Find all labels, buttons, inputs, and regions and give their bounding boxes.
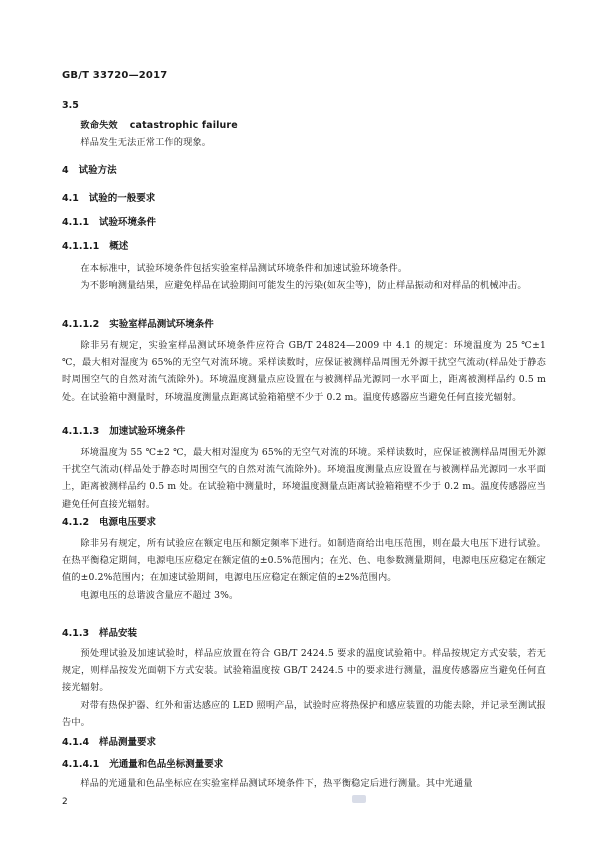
heading-title: 电源电压要求 — [99, 517, 157, 528]
section-4-1-1-3-body — [62, 444, 546, 513]
heading-title: 概述 — [109, 241, 129, 252]
heading-title: 样品测量要求 — [99, 737, 157, 748]
heading-number: 4.1.2 — [62, 517, 90, 528]
term-english: catastrophic failure — [129, 120, 238, 131]
heading-title: 实验室样品测试环境条件 — [109, 319, 214, 330]
section-4-1-1-2-body — [62, 337, 546, 406]
heading-4-1-3 — [62, 625, 546, 639]
heading-number: 4.1.1.3 — [62, 426, 100, 437]
paragraph: 预处理试验及加速试验时，样品应放置在符合 GB/T 2424.5 要求的温度试验箱中。样品按规定方式安装，若无规定，则样品按发光面朝下方式安装。试验箱温度按 GB/T 2424.5 中的要求进行测量，温度传感器应当避免任何直接光辐射。 — [62, 648, 546, 694]
term-definition: 样品发生无法正常工作的现象。 — [80, 137, 212, 148]
heading-title: 样品安装 — [99, 628, 138, 639]
heading-4-1-1-3 — [62, 423, 546, 437]
heading-title: 试验方法 — [78, 165, 117, 176]
paragraph: 除非另有规定，所有试验应在额定电压和额定频率下进行。如制造商给出电压范围，则在最大电压下进行试验。在热平衡稳定期间，电源电压应稳定在额定值的±0.5%范围内；在光、色、电参数测量期间，电源电压应稳定在额定值的±0.2%范围内；在加速试验期间，电源电压应稳定在额定值的±2%范围内。 — [62, 538, 546, 584]
section-3-5 — [62, 100, 546, 111]
heading-4-1-1-2 — [62, 316, 546, 330]
paragraph: 环境温度为 55 ℃±2 ℃，最大相对湿度为 65%的无空气对流的环境。采样读数时，应保证被测样品周围无外源干扰空气流动(样品处于静态时周围空气的自然对流气流除外)。环境温度测量点应设置在与被测样品光源同一水平面上，距离被测样品约 0.5 m 处。在试验箱中测量时，环境温度测量点距离试验箱箱壁不少于 0.2 m。温度传感器应当避免任何直接光辐射。 — [62, 447, 546, 510]
paragraph: 在本标准中，试验环境条件包括实验室样品测试环境条件和加速试验环境条件。 — [80, 263, 408, 274]
watermark-mark — [352, 795, 366, 803]
section-4-1-2-body — [62, 535, 546, 604]
heading-4 — [62, 162, 546, 176]
page-number: 2 — [62, 797, 68, 807]
term-chinese: 致命失效 — [80, 120, 118, 131]
heading-4-1-1 — [62, 214, 546, 228]
heading-4-1-2 — [62, 514, 546, 528]
section-4-1-3-body — [62, 645, 546, 731]
paragraph: 对带有热保护器、红外和雷达感应的 LED 照明产品，试验时应将热保护和感应装置的功能去除，并记录至测试报告中。 — [62, 699, 547, 728]
section-4-1-4-1-body — [62, 775, 546, 792]
heading-number: 4.1.1.2 — [62, 319, 100, 330]
heading-4-1-4 — [62, 734, 546, 748]
heading-title: 试验的一般要求 — [88, 193, 156, 204]
heading-4-1-4-1 — [62, 756, 546, 770]
heading-number: 4.1.4.1 — [62, 759, 100, 770]
paragraph: 电源电压的总谐波含量应不超过 3%。 — [80, 589, 239, 601]
heading-title: 试验环境条件 — [99, 217, 157, 228]
heading-4-1 — [62, 190, 546, 204]
heading-number: 4.1.1 — [62, 217, 90, 228]
paragraph: 样品的光通量和色品坐标应在实验室样品测试环境条件下，热平衡稳定后进行测量。其中光通量 — [80, 778, 473, 789]
section-4-1-1-1-body — [62, 260, 546, 294]
paragraph: 为不影响测量结果，应避免样品在试验期间可能发生的污染(如灰尘等)，防止样品振动和对样品的机械冲击。 — [80, 280, 527, 292]
heading-4-1-1-1 — [62, 238, 546, 252]
heading-number: 4.1 — [62, 193, 79, 204]
standard-id-header: GB/T 33720—2017 — [62, 70, 168, 81]
heading-title: 加速试验环境条件 — [109, 426, 186, 437]
paragraph: 除非另有规定，实验室样品测试环境条件应符合 GB/T 24824—2009 中 4.1 的规定：环境温度为 25 ℃±1 ℃，最大相对湿度为 65%的无空气对流环境。采样读数时，应保证被测样品周围无外源干扰空气流动(样品处于静态时周围空气的自然对流气流除外)。环境温度测量点应设置在与被测样品光源同一水平面上，距离被测样品约 0.5 m 处。在试验箱中测量时，环境温度测量点距离试验箱箱壁不少于 0.2 m。温度传感器应当避免任何直接光辐射。 — [62, 340, 546, 403]
term-definition-block — [62, 134, 546, 151]
heading-title: 光通量和色品坐标测量要求 — [109, 759, 224, 770]
heading-number: 4.1.4 — [62, 737, 90, 748]
heading-number: 4 — [62, 165, 69, 176]
section-number: 3.5 — [62, 100, 79, 111]
term-line — [62, 117, 546, 134]
heading-number: 4.1.1.1 — [62, 241, 100, 252]
heading-number: 4.1.3 — [62, 628, 90, 639]
